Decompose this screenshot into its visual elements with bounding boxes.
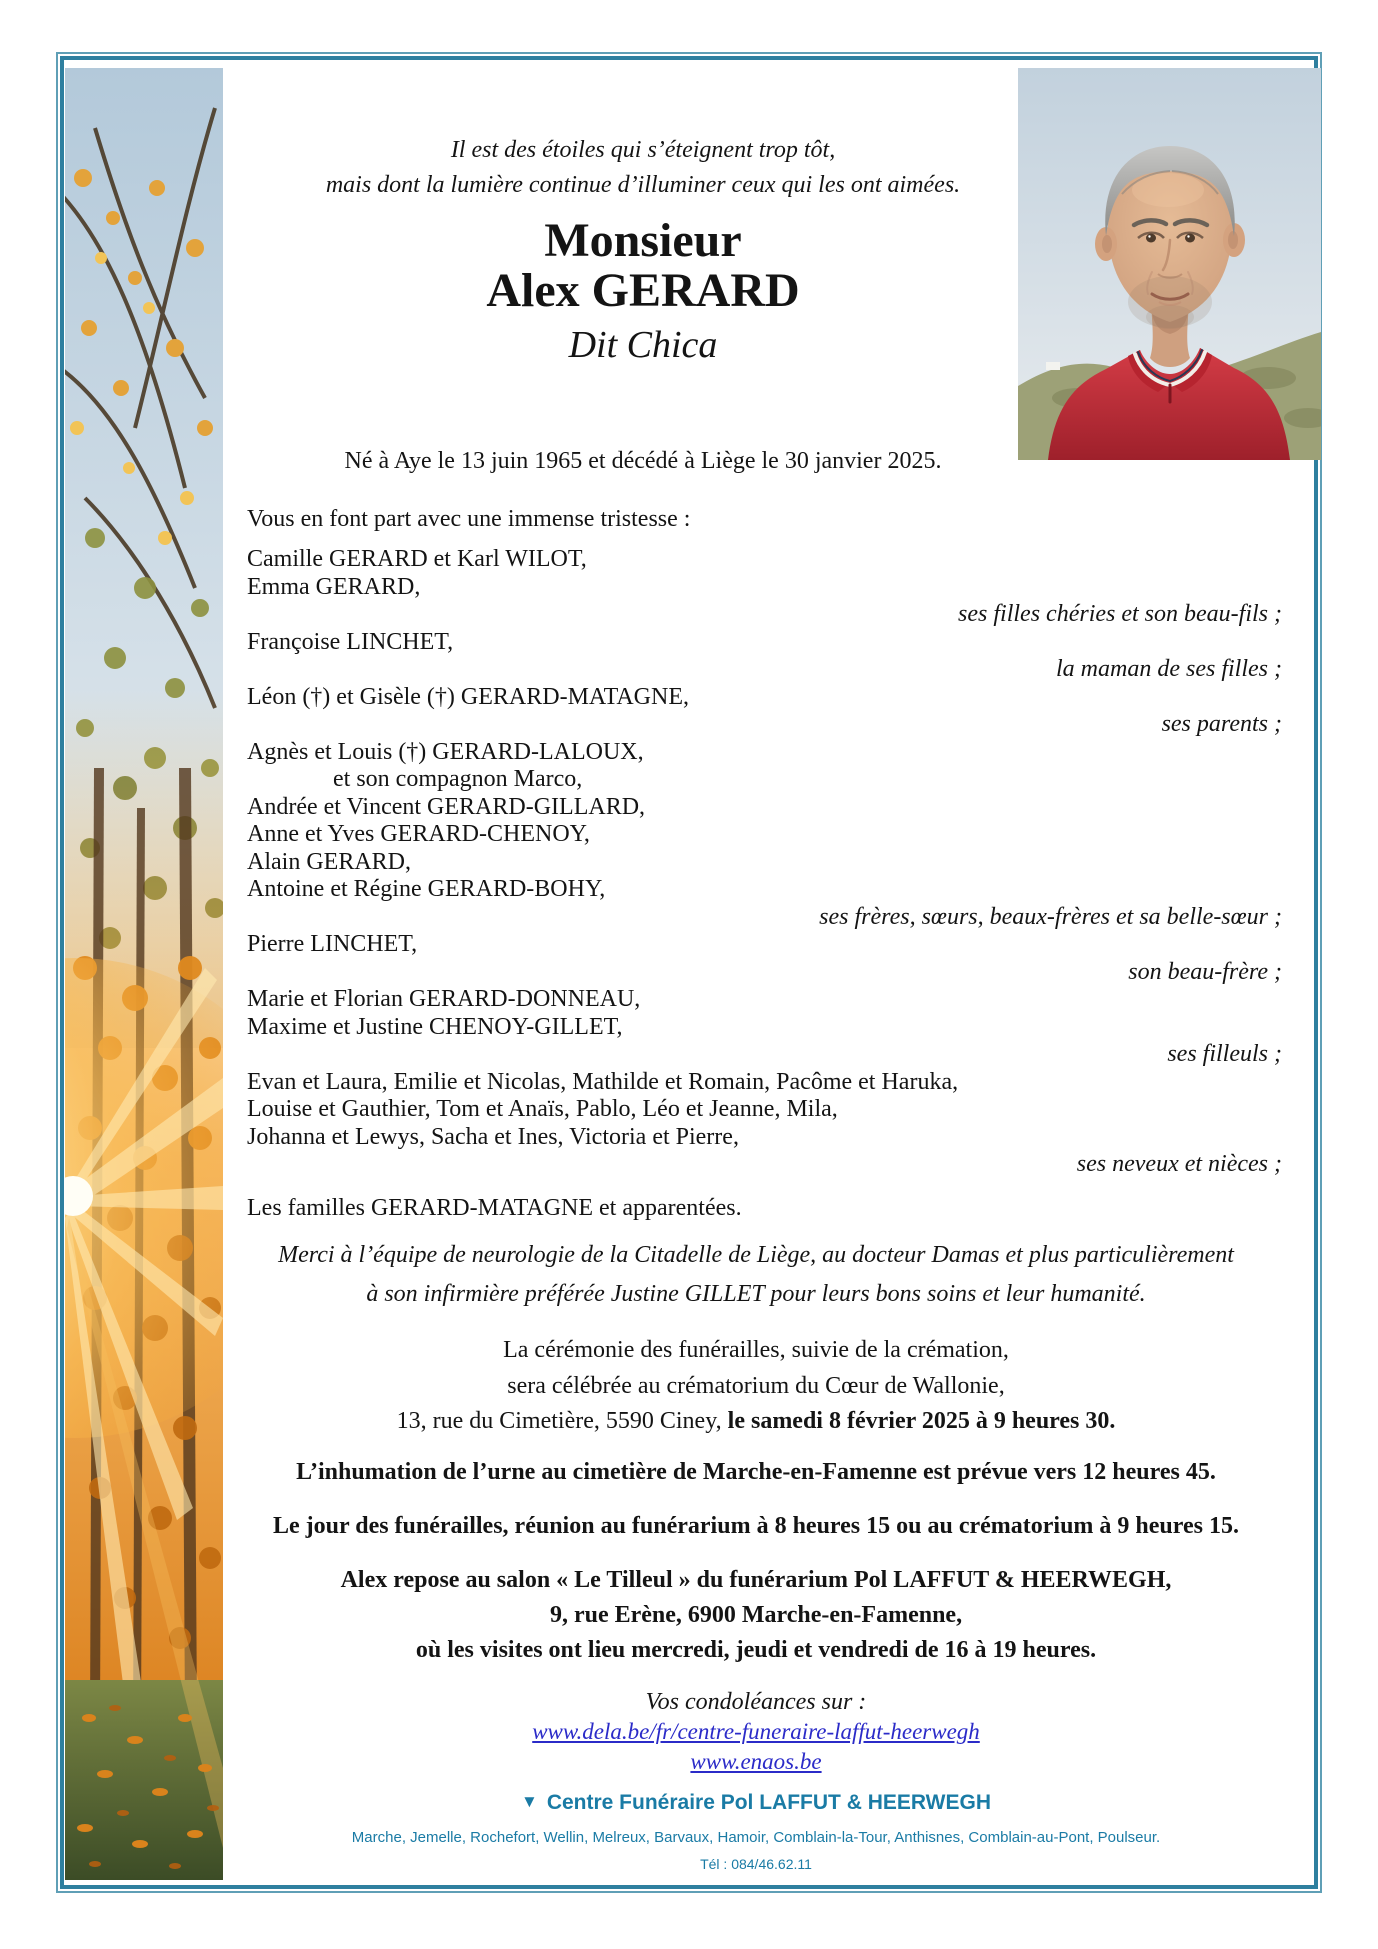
relation-label: ses filles chéries et son beau-fils ; [958, 601, 1282, 627]
deceased-title-block [223, 216, 1063, 368]
repose-line-2: 9, rue Erène, 6900 Marche-en-Famenne, [549, 1602, 963, 1628]
family-line: Andrée et Vincent GERARD-GILLARD, [247, 793, 646, 820]
family-line: Marie et Florian GERARD-DONNEAU, [247, 986, 641, 1012]
funeral-home-name [223, 1791, 1289, 1815]
ceremony-line-1: La cérémonie des funérailles, suivie de la crémation, [503, 1337, 1009, 1363]
funeral-home-locations: Marche, Jemelle, Rochefort, Wellin, Melreux, Barvaux, Hamoir, Comblain-la-Tour, Anthisnes, Comblain-au-Pont, Poulseur. [351, 1829, 1161, 1846]
funeral-home-phone: Tél : 084/46.62.11 [700, 1856, 812, 1872]
thanks-line-2: à son infirmière préférée Justine GILLET pour leurs bons soins et leur humanité. [366, 1281, 1146, 1307]
relation-label: ses filleuls ; [1167, 1041, 1282, 1067]
ceremony-line-3 [223, 1404, 1289, 1440]
repose-line-3: où les visites ont lieu mercredi, jeudi et vendredi de 16 à 19 heures. [415, 1637, 1097, 1663]
repose-details [223, 1563, 1289, 1668]
family-line: Johanna et Lewys, Sacha et Ines, Victoria et Pierre, [247, 1123, 739, 1150]
condolences-label: Vos condoléances sur : [645, 1689, 867, 1715]
memorial-quote [223, 133, 1063, 203]
relation-label: ses neveux et nièces ; [1076, 1151, 1282, 1177]
family-line: Louise et Gauthier, Tom et Anaïs, Pablo, Léo et Jeanne, Mila, [247, 1096, 838, 1122]
thanks-note [223, 1236, 1289, 1314]
funeral-home-name-text: Centre Funéraire Pol LAFFUT & HEERWEGH [546, 1791, 991, 1814]
autumn-trees-photo [65, 68, 223, 1880]
life-dates: Né à Aye le 13 juin 1965 et décédé à Liège le 30 janvier 2025. [344, 448, 942, 474]
families-line: Les familles GERARD-MATAGNE et apparentées. [247, 1194, 742, 1221]
relation-label: la maman de ses filles ; [1056, 656, 1282, 682]
family-line: Maxime et Justine CHENOY-GILLET, [247, 1013, 623, 1040]
thanks-line-1: Merci à l’équipe de neurologie de la Citadelle de Liège, au docteur Damas et plus particulièrement [278, 1242, 1234, 1268]
deceased-name: Alex GERARD [486, 264, 800, 317]
deceased-nickname: Dit Chica [568, 324, 718, 366]
family-line: Camille GERARD et Karl WILOT, [247, 546, 587, 572]
deceased-title: Monsieur [544, 214, 742, 267]
relation-label: son beau-frère ; [1128, 958, 1282, 985]
condolences-block [223, 1687, 1289, 1777]
relation-label: ses parents ; [1161, 711, 1282, 737]
ceremony-datetime: le samedi 8 février 2025 à 9 heures 30. [727, 1408, 1116, 1434]
urn-inhumation-line: L’inhumation de l’urne au cimetière de Marche-en-Famenne est prévue vers 12 heures 45. [296, 1459, 1216, 1485]
family-line: Emma GERARD, [247, 573, 421, 600]
family-line: Léon (†) et Gisèle (†) GERARD-MATAGNE, [247, 683, 689, 710]
relation-label: ses frères, sœurs, beaux-frères et sa belle-sœur ; [819, 903, 1282, 930]
announcement-intro: Vous en font part avec une immense tristesse : [247, 506, 691, 532]
memorial-quote-line-2: mais dont la lumière continue d’illuminer ceux qui les ont aimées. [325, 172, 961, 198]
family-line: Françoise LINCHET, [247, 628, 454, 655]
memorial-quote-line-1: Il est des étoiles qui s’éteignent trop tôt, [450, 137, 836, 163]
repose-line-1: Alex repose au salon « Le Tilleul » du funérarium Pol LAFFUT & HEERWEGH, [340, 1567, 1172, 1593]
family-line: Agnès et Louis (†) GERARD-LALOUX, [247, 738, 644, 765]
ceremony-details [223, 1333, 1289, 1440]
family-line: Alain GERARD, [247, 848, 411, 875]
condolences-link-enaos[interactable]: www.enaos.be [690, 1749, 822, 1774]
family-line: Anne et Yves GERARD-CHENOY, [247, 821, 590, 847]
ceremony-line-2: sera célébrée au crématorium du Cœur de Wallonie, [507, 1372, 1005, 1399]
ceremony-address: 13, rue du Cimetière, 5590 Ciney, [396, 1408, 728, 1434]
meeting-line: Le jour des funérailles, réunion au funérarium à 8 heures 15 ou au crématorium à 9 heures 15. [273, 1513, 1239, 1539]
condolences-link-dela[interactable]: www.dela.be/fr/centre-funeraire-laffut-heerwegh [532, 1719, 980, 1744]
family-list [247, 546, 1282, 1222]
family-line: Antoine et Régine GERARD-BOHY, [247, 876, 606, 902]
family-line: Evan et Laura, Emilie et Nicolas, Mathilde et Romain, Pacôme et Haruka, [247, 1068, 959, 1095]
family-line: et son compagnon Marco, [333, 766, 583, 792]
down-triangle-icon: ▼ [521, 1792, 538, 1811]
family-line: Pierre LINCHET, [247, 931, 418, 957]
deceased-portrait-photo [1018, 68, 1321, 460]
